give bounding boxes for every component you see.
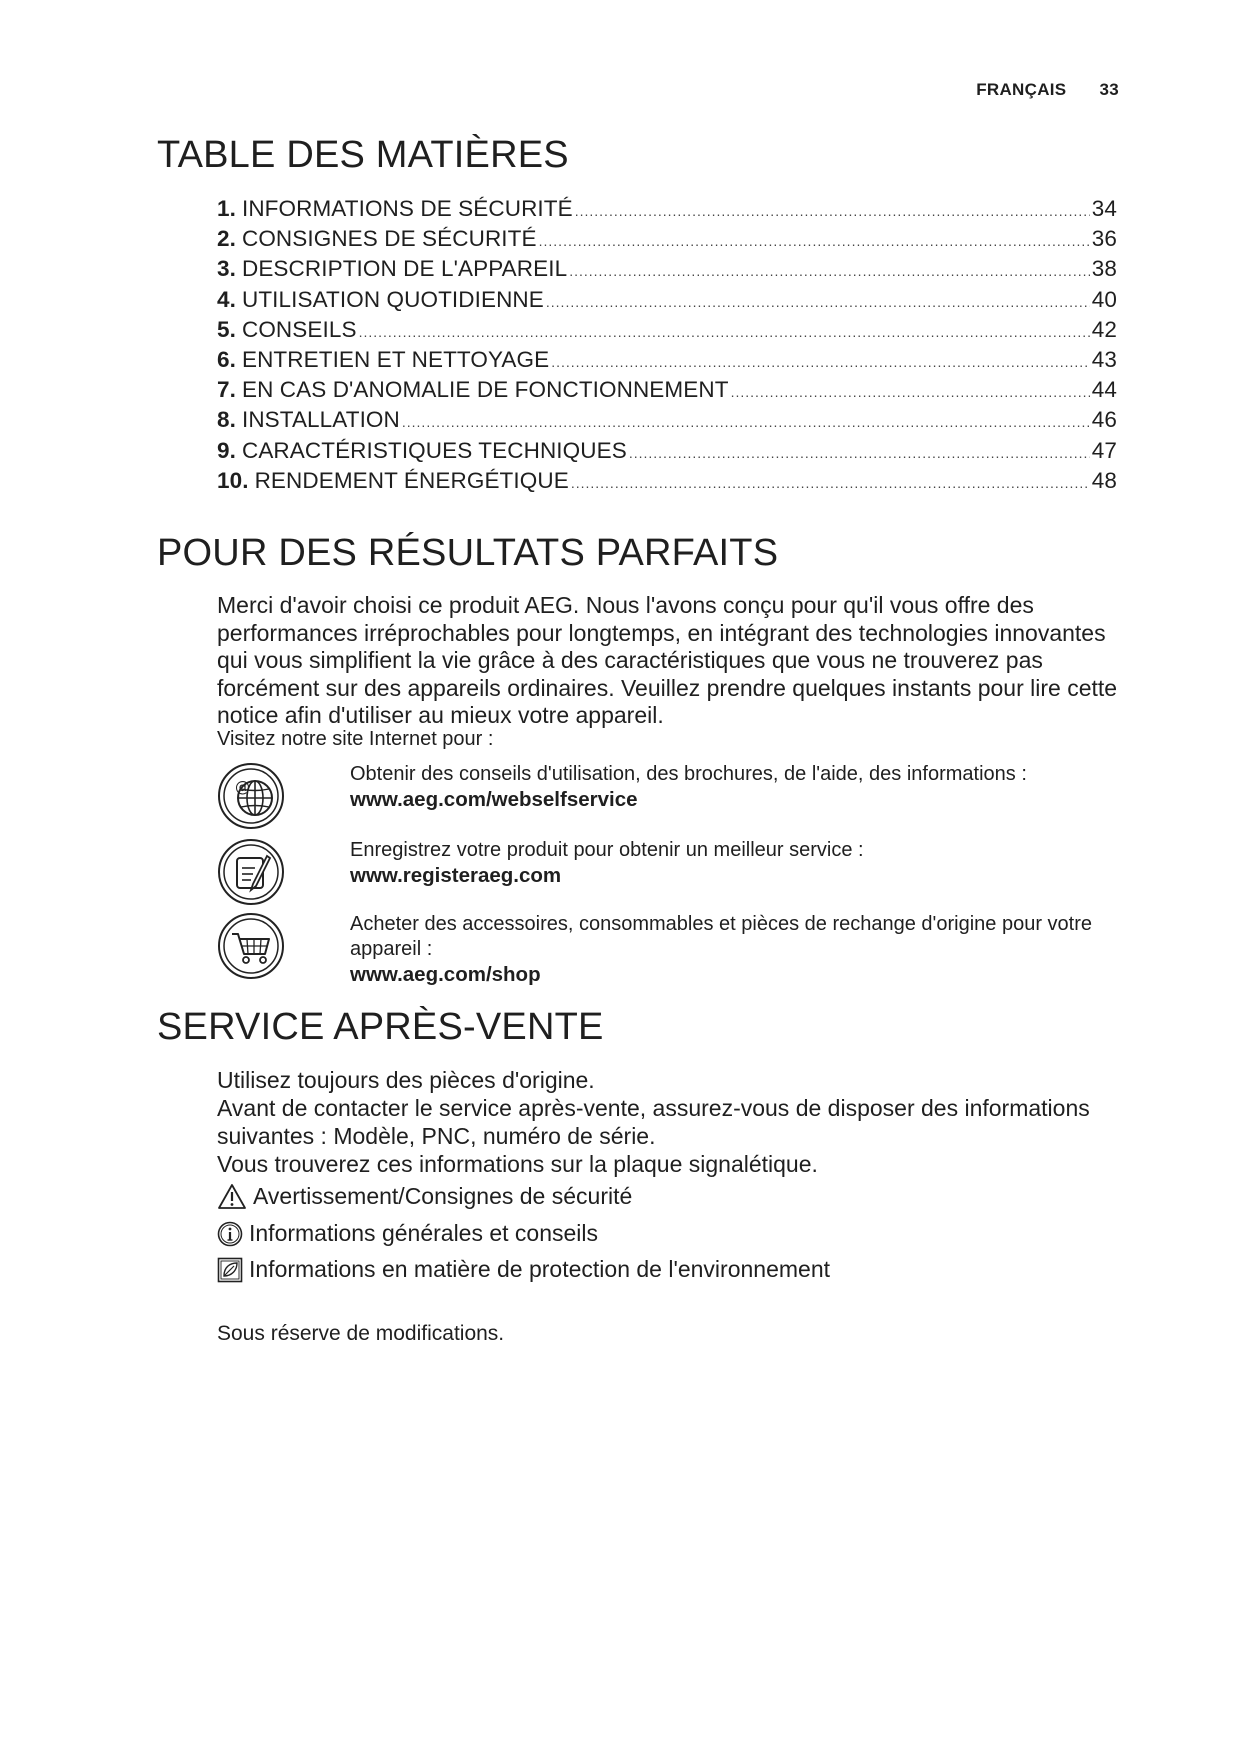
language-label: FRANÇAIS (976, 80, 1067, 99)
visit-website-label: Visitez notre site Internet pour : (217, 728, 494, 750)
toc-leader-dots (359, 317, 1090, 343)
legend-label: Avertissement/Consignes de sécurité (253, 1183, 633, 1209)
web-globe-icon (217, 762, 285, 830)
toc-entry[interactable] (217, 256, 1117, 286)
toc-entry[interactable] (217, 468, 1117, 498)
legend-label: Informations en matière de protection de l'environnement (249, 1256, 830, 1282)
toc-entry[interactable] (217, 196, 1117, 226)
toc-entry[interactable] (217, 317, 1117, 347)
toc-leader-dots (402, 407, 1090, 433)
service-line: Avant de contacter le service après-vente, assurez-vous de disposer des informations suivantes : Modèle, PNC, numéro de série. (217, 1095, 1090, 1149)
toc-entry-label: EN CAS D'ANOMALIE DE FONCTIONNEMENT (241, 377, 729, 403)
toc-entry-label: DESCRIPTION DE L'APPAREIL (241, 256, 568, 282)
toc-entry-page: 42 (1091, 316, 1117, 342)
intro-paragraph: Merci d'avoir choisi ce produit AEG. Nous l'avons conçu pour qu'il vous offre des performances irréprochables pour longtemps, en intégrant des technologies innovantes qui vous simplifient la vie grâce à des caractéristiques que vous ne trouverez pas forcément sur des appareils ordinaires. Veuillez prendre quelques instants pour lire cette notice afin d'utiliser au mieux votre appareil. (217, 592, 1118, 729)
legend-label: Informations générales et conseils (249, 1220, 599, 1246)
service-title: SERVICE APRÈS-VENTE (157, 1006, 604, 1048)
toc-leader-dots (546, 287, 1090, 313)
page-number: 33 (1099, 80, 1119, 99)
toc-entry[interactable] (217, 287, 1117, 317)
shop-link[interactable]: www.aeg.com/shop (350, 963, 541, 986)
toc-leader-dots (571, 468, 1090, 494)
results-title: POUR DES RÉSULTATS PARFAITS (157, 532, 779, 574)
toc-entry-page: 36 (1091, 226, 1117, 252)
legend-warning (217, 1183, 1122, 1210)
toc-leader-dots (551, 347, 1090, 373)
toc-entry-label: UTILISATION QUOTIDIENNE (241, 286, 544, 312)
svg-text:@: @ (235, 778, 250, 796)
webselfservice-link[interactable]: www.aeg.com/webselfservice (350, 788, 638, 811)
register-link[interactable]: www.registeraeg.com (350, 864, 562, 887)
toc-entry-label: CARACTÉRISTIQUES TECHNIQUES (241, 437, 627, 463)
toc-entry-page: 43 (1091, 346, 1117, 372)
shopping-cart-icon (217, 912, 285, 980)
toc-entry-number: 2. (217, 226, 236, 252)
environment-leaf-icon (217, 1257, 243, 1283)
toc-entry-label: INFORMATIONS DE SÉCURITÉ (241, 196, 573, 221)
service-line: Vous trouverez ces informations sur la plaque signalétique. (217, 1151, 818, 1177)
toc-entry-number: 7. (217, 377, 236, 403)
info-icon (217, 1221, 243, 1247)
toc-entry-number: 4. (217, 286, 236, 312)
warning-icon (217, 1183, 247, 1210)
toc-entry-number: 1. (217, 196, 236, 221)
toc-title: TABLE DES MATIÈRES (157, 134, 569, 176)
link-text-wrapper (350, 838, 1140, 888)
toc-entry-page: 34 (1091, 196, 1117, 221)
toc-entry[interactable] (217, 438, 1117, 468)
table-of-contents (217, 196, 1117, 498)
toc-entry-number: 6. (217, 346, 236, 372)
toc-leader-dots (569, 256, 1090, 282)
toc-leader-dots (731, 377, 1090, 403)
toc-entry[interactable] (217, 226, 1117, 256)
register-product-icon (217, 838, 285, 906)
link-description: Acheter des accessoires, consommables et pièces de rechange d'origine pour votre appareil : (350, 913, 1093, 960)
toc-entry-page: 48 (1091, 467, 1117, 493)
link-text-wrapper (350, 762, 1140, 812)
toc-entry[interactable] (217, 377, 1117, 407)
link-description: Enregistrez votre produit pour obtenir un meilleur service : (350, 839, 864, 861)
toc-entry-page: 40 (1091, 286, 1117, 312)
toc-entry[interactable] (217, 347, 1117, 377)
intro-text (217, 592, 1122, 730)
legend-environment (217, 1256, 1122, 1283)
toc-entry-label: CONSEILS (241, 316, 357, 342)
link-text-wrapper (350, 912, 1140, 987)
toc-entry-number: 8. (217, 407, 236, 433)
toc-entry-number: 9. (217, 437, 236, 463)
modification-notice: Sous réserve de modifications. (217, 1322, 505, 1345)
toc-entry-page: 46 (1091, 407, 1117, 433)
toc-entry-number: 5. (217, 316, 236, 342)
service-line: Utilisez toujours des pièces d'origine. (217, 1067, 595, 1093)
toc-entry-number: 10. (217, 467, 249, 493)
toc-entry[interactable] (217, 407, 1117, 437)
toc-entry-page: 44 (1091, 377, 1117, 403)
toc-leader-dots (629, 438, 1090, 464)
toc-leader-dots (539, 226, 1090, 252)
toc-entry-page: 47 (1091, 437, 1117, 463)
toc-entry-label: CONSIGNES DE SÉCURITÉ (241, 226, 537, 252)
running-header (976, 80, 1119, 100)
toc-entry-page: 38 (1091, 256, 1117, 282)
toc-entry-label: ENTRETIEN ET NETTOYAGE (241, 346, 550, 372)
toc-entry-label: RENDEMENT ÉNERGÉTIQUE (254, 467, 569, 493)
legend-info (217, 1220, 1122, 1247)
link-description: Obtenir des conseils d'utilisation, des brochures, de l'aide, des informations : (350, 763, 1027, 785)
toc-leader-dots (575, 196, 1090, 222)
service-text (217, 1066, 1122, 1178)
toc-entry-number: 3. (217, 256, 236, 282)
toc-entry-label: INSTALLATION (241, 407, 400, 433)
